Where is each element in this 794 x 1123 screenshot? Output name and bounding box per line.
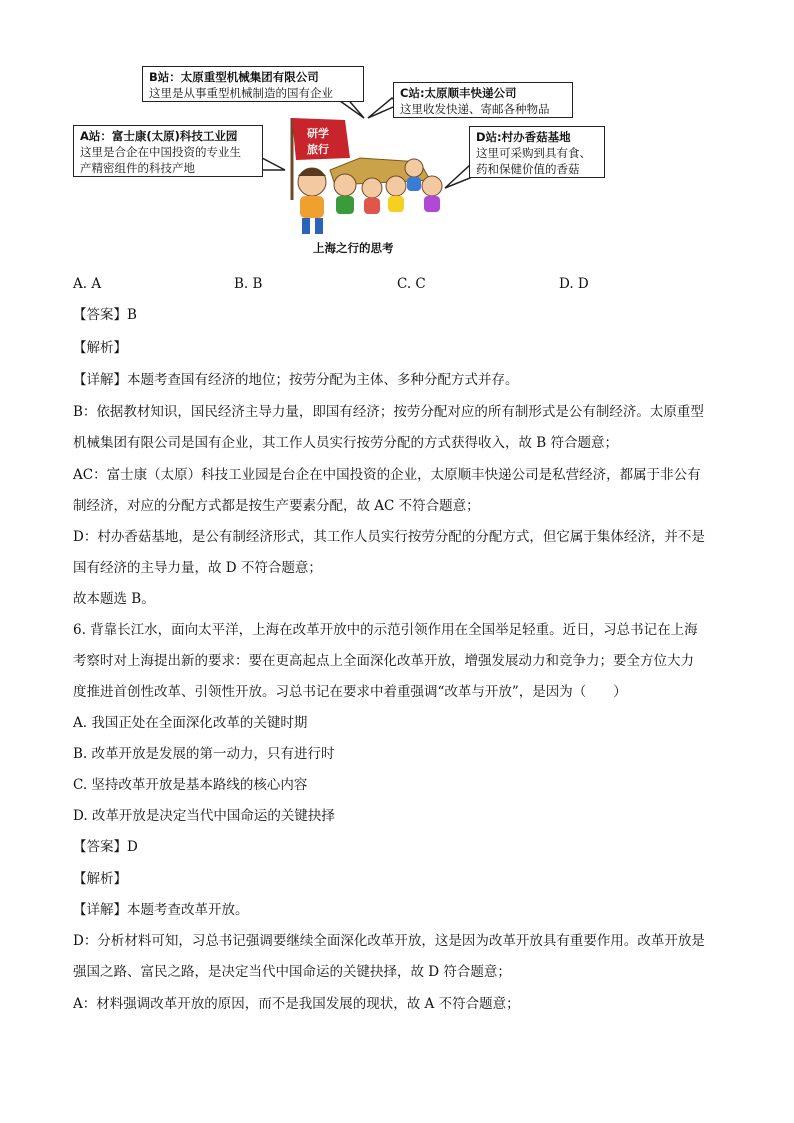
q6-explain-d-line1: D：分析材料可知，习总书记强调要继续全面深化改革开放，这是因为改革开放具有重要作用。改革开放是 [73,933,705,949]
q6-explain-a-line1: A：材料强调改革开放的原因，而不是我国发展的现状，故 A 不符合题意； [73,996,520,1012]
q6-stem-line3: 度推进首创性改革、引领性开放。习总书记在要求中着重强调“改革与开放”，是因为（ ） [73,684,627,700]
q5-option-b: B. B [234,276,263,292]
q5-option-c: C. C [397,276,426,292]
q5-explain-ac-line2: 制经济，对应的分配方式都是按生产要素分配，故 AC 不符合题意； [73,498,480,514]
callout-a-desc2: 产精密组件的科技产地 [80,161,195,175]
q6-detail: 【详解】本题考查改革开放。 [73,902,249,918]
callout-station-a [73,125,263,177]
q5-analysis-heading: 【解析】 [73,340,127,356]
q5-option-d: D. D [559,276,589,292]
callout-a-desc1: 这里是合企在中国投资的专业生 [80,145,241,159]
q6-option-d: D. 改革开放是决定当代中国命运的关键抉择 [73,808,335,824]
callout-station-c [393,82,573,118]
q5-explain-d-line2: 国有经济的主导力量，故 D 不符合题意； [73,560,322,576]
q6-explain-d-line2: 强国之路、富民之路，是决定当代中国命运的关键抉择，故 D 符合题意； [73,964,511,980]
q5-explain-d-line1: D：村办香菇基地，是公有制经济形式，其工作人员实行按劳分配的分配方式，但它属于集体经济，并不是 [73,529,705,545]
callout-station-b [142,66,364,102]
callout-b-desc: 这里是从事重型机械制造的国有企业 [149,86,333,100]
figure-caption: 上海之行的思考 [313,241,394,255]
callout-d-desc1: 这里可采购到具有食、 [476,146,591,160]
callout-b-title: B站：太原重型机械集团有限公司 [149,70,319,84]
callout-c-desc: 这里收发快递、寄邮各种物品 [400,102,550,116]
q6-analysis-heading: 【解析】 [73,871,127,887]
callout-a-pointer [262,158,285,170]
callout-c-title: C站:太原顺丰快递公司 [400,86,517,100]
q5-answer: 【答案】B [73,307,137,323]
q5-conclusion: 故本题选 B。 [73,591,155,607]
callout-station-d [469,126,605,178]
q6-answer: 【答案】D [73,839,138,855]
callout-a-title: A站：富士康(太原)科技工业园 [80,129,238,143]
q5-explain-ac-line1: AC：富士康（太原）科技工业园是台企在中国投资的企业，太原顺丰快递公司是私营经济，都属于非公有 [73,467,701,483]
q5-option-a: A. A [73,276,102,292]
q5-explain-b-line1: B：依据教材知识，国民经济主导力量，即国有经济；按劳分配对应的所有制形式是公有制经济。太原重型 [73,404,704,420]
q6-option-b: B. 改革开放是发展的第一动力，只有进行时 [73,746,335,762]
callout-d-desc2: 药和保健价值的香菇 [476,162,580,176]
illustration-figure [0,0,794,270]
q6-option-c: C. 坚持改革开放是基本路线的核心内容 [73,777,308,793]
q5-explain-b-line2: 机械集团有限公司是国有企业，其工作人员实行按劳分配的方式获得收入，故 B 符合题意； [73,435,619,451]
flag-text-line1: 研学 [307,127,329,140]
callout-d-pointer [445,165,470,188]
flag-text-line2: 旅行 [307,143,329,156]
q6-stem-line1: 6. 背靠长江水，面向太平洋，上海在改革开放中的示范引领作用在全国举足轻重。近日，习总书记在上海 [73,622,698,638]
q6-option-a: A. 我国正处在全面深化改革的关键时期 [73,715,308,731]
callout-d-title: D站:村办香菇基地 [476,130,571,144]
q6-stem-line2: 考察时对上海提出新的要求：要在更高起点上全面深化改革开放，增强发展动力和竞争力；要全方位大力 [73,653,694,669]
q5-detail: 【详解】本题考查国有经济的地位；按劳分配为主体、多种分配方式并存。 [73,372,519,388]
